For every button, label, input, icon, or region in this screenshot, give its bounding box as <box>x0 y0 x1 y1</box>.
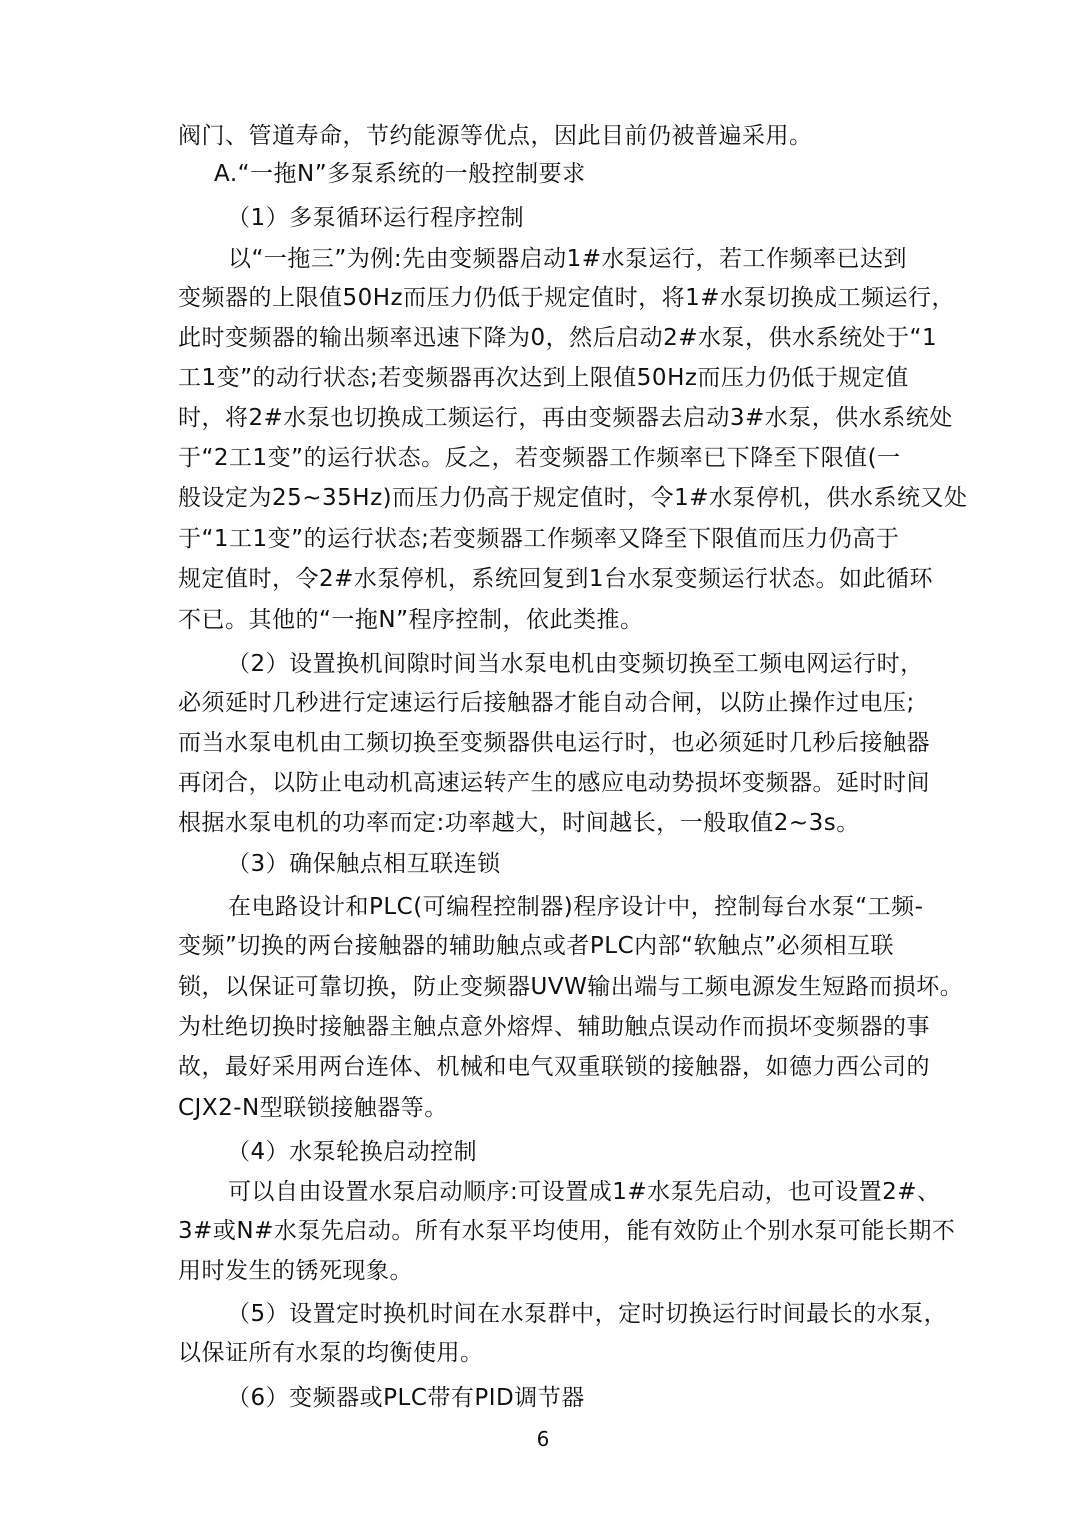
text-line: 为杜绝切换时接触器主触点意外熔焊、辅助触点误动作而损坏变频器的事 <box>178 1014 930 1040</box>
subsection-heading: （1）多泵循环运行程序控制 <box>227 205 525 231</box>
text-line: 于“1工1变”的运行状态;若变频器工作频率又降至下限值而压力仍高于 <box>178 526 900 552</box>
subsection-heading: （6）变频器或PLC带有PID调节器 <box>227 1385 585 1411</box>
text-line: 此时变频器的输出频率迅速下降为0，然后启动2#水泵，供水系统处于“1 <box>178 325 938 351</box>
text-line: 必须延时几秒进行定速运行后接触器才能自动合闸，以防止操作过电压; <box>178 690 915 716</box>
text-line: 变频”切换的两台接触器的辅助触点或者PLC内部“软触点”必须相互联 <box>178 933 894 959</box>
page-number: 6 <box>536 1427 550 1451</box>
text-line: 而当水泵电机由工频切换至变频器供电运行时，也必须延时几秒后接触器 <box>178 730 930 756</box>
text-line: 根据水泵电机的功率而定:功率越大，时间越长，一般取值2~3s。 <box>178 810 860 836</box>
text-line: 在电路设计和PLC(可编程控制器)程序设计中，控制每台水泵“工频- <box>228 894 924 920</box>
text-line: 阀门、管道寿命，节约能源等优点，因此目前仍被普遍采用。 <box>178 123 813 149</box>
text-line: 变频器的上限值50Hz而压力仍低于规定值时，将1#水泵切换成工频运行， <box>178 285 956 311</box>
text-line: 时，将2#水泵也切换成工频运行，再由变频器去启动3#水泵，供水系统处 <box>178 405 953 431</box>
text-line: （5）设置定时换机时间在水泵群中，定时切换运行时间最长的水泵， <box>227 1301 948 1327</box>
text-line: 以保证所有水泵的均衡使用。 <box>178 1340 484 1366</box>
text-line: 可以自由设置水泵启动顺序:可设置成1#水泵先启动，也可设置2#、 <box>228 1179 941 1205</box>
text-line: 以“一拖三”为例:先由变频器启动1#水泵运行，若工作频率已达到 <box>228 246 907 272</box>
text-line: 3#或N#水泵先启动。所有水泵平均使用，能有效防止个别水泵可能长期不 <box>178 1218 956 1244</box>
text-line: 故，最好采用两台连体、机械和电气双重联锁的接触器，如德力西公司的 <box>178 1054 930 1080</box>
subsection-heading: （3）确保触点相互联连锁 <box>227 851 501 877</box>
text-line: 规定值时，令2#水泵停机，系统回复到1台水泵变频运行状态。如此循环 <box>178 566 934 592</box>
text-line: （2）设置换机间隙时间当水泵电机由变频切换至工频电网运行时， <box>227 651 924 677</box>
text-line: 不已。其他的“一拖N”程序控制，依此类推。 <box>178 607 644 633</box>
section-heading: A.“一拖N”多泵系统的一般控制要求 <box>214 161 586 187</box>
text-line: 于“2工1变”的运行状态。反之，若变频器工作频率已下降至下限值(一 <box>178 445 901 471</box>
text-line: 般设定为25~35Hz)而压力仍高于规定值时，令1#水泵停机，供水系统又处 <box>178 485 968 511</box>
subsection-heading: （4）水泵轮换启动控制 <box>227 1139 478 1165</box>
text-line: 工1变”的动行状态;若变频器再次达到上限值50Hz而压力仍低于规定值 <box>178 365 909 391</box>
text-line: 再闭合，以防止电动机高速运转产生的感应电动势损坏变频器。延时时间 <box>178 770 930 796</box>
text-line: CJX2-N型联锁接触器等。 <box>178 1095 448 1121</box>
text-line: 锁，以保证可靠切换，防止变频器UVW输出端与工频电源发生短路而损坏。 <box>178 974 964 1000</box>
text-line: 用时发生的锈死现象。 <box>178 1258 413 1284</box>
